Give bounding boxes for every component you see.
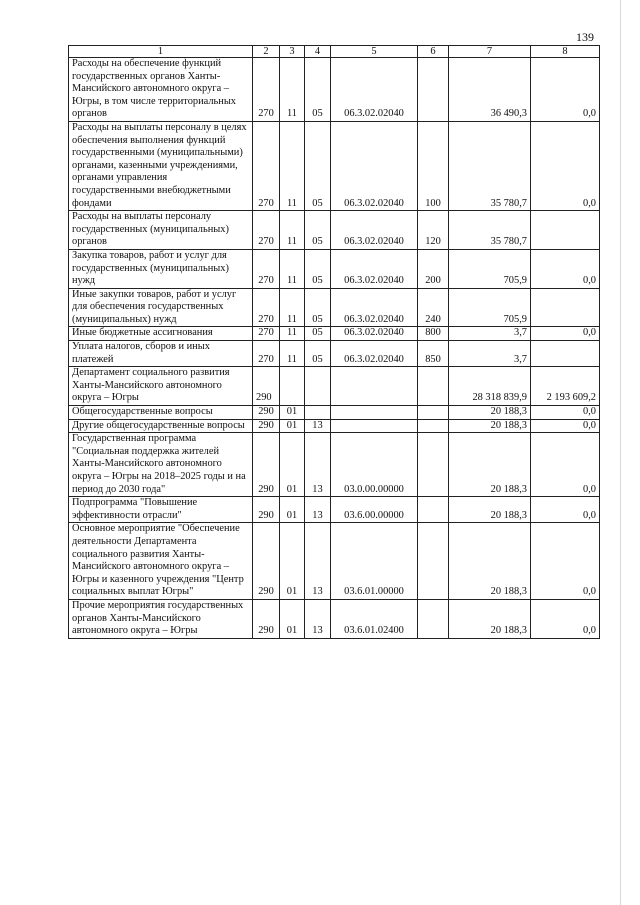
cell-subsection: 05 bbox=[305, 288, 331, 327]
row-name: Другие общегосударственные вопросы bbox=[69, 419, 253, 433]
column-header: 7 bbox=[449, 46, 531, 58]
cell-ministry: 290 bbox=[253, 367, 280, 406]
cell-subsection: 05 bbox=[305, 121, 331, 210]
cell-ministry: 270 bbox=[253, 211, 280, 250]
column-header: 6 bbox=[418, 46, 449, 58]
cell-ministry: 270 bbox=[253, 58, 280, 122]
cell-target-article bbox=[331, 419, 418, 433]
table-row bbox=[69, 58, 600, 122]
cell-expense-type: 240 bbox=[418, 288, 449, 327]
table-row bbox=[69, 497, 600, 523]
cell-section: 01 bbox=[280, 433, 305, 497]
cell-expense-type: 120 bbox=[418, 211, 449, 250]
cell-expense-type: 800 bbox=[418, 327, 449, 341]
row-name: Расходы на выплаты персоналу государственных (муниципальных) органов bbox=[69, 211, 253, 250]
cell-amount: 20 188,3 bbox=[449, 419, 531, 433]
cell-amount-subsidy bbox=[531, 211, 600, 250]
header-row bbox=[69, 46, 600, 58]
cell-subsection: 13 bbox=[305, 497, 331, 523]
cell-amount-subsidy: 0,0 bbox=[531, 523, 600, 600]
table-row bbox=[69, 433, 600, 497]
cell-amount: 705,9 bbox=[449, 288, 531, 327]
cell-ministry: 290 bbox=[253, 523, 280, 600]
cell-subsection: 13 bbox=[305, 433, 331, 497]
cell-amount: 705,9 bbox=[449, 249, 531, 288]
cell-ministry: 270 bbox=[253, 288, 280, 327]
table-row bbox=[69, 406, 600, 420]
cell-section: 11 bbox=[280, 249, 305, 288]
cell-target-article bbox=[331, 406, 418, 420]
cell-section: 01 bbox=[280, 497, 305, 523]
cell-subsection: 13 bbox=[305, 419, 331, 433]
cell-section: 01 bbox=[280, 419, 305, 433]
cell-target-article: 06.3.02.02040 bbox=[331, 341, 418, 367]
cell-expense-type bbox=[418, 58, 449, 122]
column-header: 5 bbox=[331, 46, 418, 58]
cell-amount-subsidy: 0,0 bbox=[531, 249, 600, 288]
cell-amount: 3,7 bbox=[449, 341, 531, 367]
cell-amount-subsidy: 0,0 bbox=[531, 497, 600, 523]
row-name: Иные бюджетные ассигнования bbox=[69, 327, 253, 341]
cell-amount: 20 188,3 bbox=[449, 599, 531, 638]
cell-ministry: 290 bbox=[253, 599, 280, 638]
cell-ministry: 290 bbox=[253, 406, 280, 420]
cell-section: 11 bbox=[280, 211, 305, 250]
cell-ministry: 270 bbox=[253, 341, 280, 367]
cell-ministry: 290 bbox=[253, 433, 280, 497]
table-row bbox=[69, 341, 600, 367]
cell-expense-type: 850 bbox=[418, 341, 449, 367]
cell-section: 01 bbox=[280, 523, 305, 600]
cell-subsection: 05 bbox=[305, 211, 331, 250]
cell-expense-type bbox=[418, 497, 449, 523]
cell-ministry: 290 bbox=[253, 497, 280, 523]
cell-section: 11 bbox=[280, 121, 305, 210]
cell-expense-type: 100 bbox=[418, 121, 449, 210]
row-name: Закупка товаров, работ и услуг для государственных (муниципальных) нужд bbox=[69, 249, 253, 288]
table-row bbox=[69, 367, 600, 406]
row-name: Иные закупки товаров, работ и услуг для обеспечения государственных (муниципальных) нужд bbox=[69, 288, 253, 327]
cell-target-article: 06.3.02.02040 bbox=[331, 58, 418, 122]
row-name: Расходы на выплаты персоналу в целях обеспечения выполнения функций государственными (муниципальными) органами, казенными учреждениями, органами управления государственными внебюджетными фондами bbox=[69, 121, 253, 210]
cell-ministry: 290 bbox=[253, 419, 280, 433]
cell-expense-type: 200 bbox=[418, 249, 449, 288]
table-row bbox=[69, 288, 600, 327]
cell-section: 11 bbox=[280, 288, 305, 327]
column-header: 3 bbox=[280, 46, 305, 58]
cell-amount: 20 188,3 bbox=[449, 523, 531, 600]
cell-section: 01 bbox=[280, 599, 305, 638]
table-row bbox=[69, 599, 600, 638]
cell-target-article: 06.3.02.02040 bbox=[331, 249, 418, 288]
cell-amount-subsidy bbox=[531, 288, 600, 327]
cell-amount: 28 318 839,9 bbox=[449, 367, 531, 406]
cell-target-article: 03.6.00.00000 bbox=[331, 497, 418, 523]
cell-amount: 20 188,3 bbox=[449, 433, 531, 497]
column-header: 2 bbox=[253, 46, 280, 58]
cell-expense-type bbox=[418, 419, 449, 433]
table-row bbox=[69, 121, 600, 210]
cell-target-article: 03.0.00.00000 bbox=[331, 433, 418, 497]
row-name: Расходы на обеспечение функций государственных органов Ханты-Мансийского автономного округа – Югры, в том числе территориальных органов bbox=[69, 58, 253, 122]
cell-amount-subsidy: 0,0 bbox=[531, 433, 600, 497]
cell-amount: 36 490,3 bbox=[449, 58, 531, 122]
cell-expense-type bbox=[418, 599, 449, 638]
cell-subsection: 05 bbox=[305, 58, 331, 122]
row-name: Государственная программа "Социальная поддержка жителей Ханты-Мансийского автономного округа – Югры на 2018–2025 годы и на период до 2030 года" bbox=[69, 433, 253, 497]
row-name: Прочие мероприятия государственных органов Ханты-Мансийского автономного округа – Югры bbox=[69, 599, 253, 638]
page-number: 139 bbox=[576, 30, 594, 44]
cell-subsection bbox=[305, 367, 331, 406]
table-row bbox=[69, 327, 600, 341]
cell-amount-subsidy: 0,0 bbox=[531, 327, 600, 341]
cell-target-article: 03.6.01.00000 bbox=[331, 523, 418, 600]
cell-amount-subsidy: 0,0 bbox=[531, 58, 600, 122]
row-name: Общегосударственные вопросы bbox=[69, 406, 253, 420]
cell-section: 11 bbox=[280, 58, 305, 122]
budget-table bbox=[68, 45, 600, 639]
cell-amount-subsidy: 0,0 bbox=[531, 406, 600, 420]
row-name: Уплата налогов, сборов и иных платежей bbox=[69, 341, 253, 367]
cell-amount: 20 188,3 bbox=[449, 406, 531, 420]
cell-section: 11 bbox=[280, 327, 305, 341]
cell-amount-subsidy: 2 193 609,2 bbox=[531, 367, 600, 406]
row-name: Подпрограмма "Повышение эффективности отрасли" bbox=[69, 497, 253, 523]
cell-ministry: 270 bbox=[253, 327, 280, 341]
cell-target-article: 06.3.02.02040 bbox=[331, 121, 418, 210]
column-header: 8 bbox=[531, 46, 600, 58]
scan-edge-line bbox=[620, 0, 621, 905]
cell-amount: 20 188,3 bbox=[449, 497, 531, 523]
cell-target-article bbox=[331, 367, 418, 406]
table-row bbox=[69, 419, 600, 433]
cell-expense-type bbox=[418, 433, 449, 497]
cell-amount-subsidy: 0,0 bbox=[531, 121, 600, 210]
column-header: 4 bbox=[305, 46, 331, 58]
cell-ministry: 270 bbox=[253, 249, 280, 288]
cell-subsection bbox=[305, 406, 331, 420]
table-row bbox=[69, 523, 600, 600]
cell-section: 01 bbox=[280, 406, 305, 420]
cell-amount: 3,7 bbox=[449, 327, 531, 341]
cell-subsection: 05 bbox=[305, 249, 331, 288]
row-name: Основное мероприятие "Обеспечение деятельности Департамента социального развития Ханты-Мансийского автономного округа – Югры и казенного учреждения "Центр социальных выплат Югры" bbox=[69, 523, 253, 600]
cell-amount-subsidy: 0,0 bbox=[531, 419, 600, 433]
cell-expense-type bbox=[418, 523, 449, 600]
table-row bbox=[69, 211, 600, 250]
cell-amount: 35 780,7 bbox=[449, 211, 531, 250]
cell-subsection: 13 bbox=[305, 599, 331, 638]
cell-target-article: 06.3.02.02040 bbox=[331, 211, 418, 250]
cell-expense-type bbox=[418, 367, 449, 406]
cell-subsection: 13 bbox=[305, 523, 331, 600]
cell-ministry: 270 bbox=[253, 121, 280, 210]
cell-amount-subsidy bbox=[531, 341, 600, 367]
table-row bbox=[69, 249, 600, 288]
cell-amount-subsidy: 0,0 bbox=[531, 599, 600, 638]
cell-target-article: 06.3.02.02040 bbox=[331, 327, 418, 341]
cell-expense-type bbox=[418, 406, 449, 420]
cell-amount: 35 780,7 bbox=[449, 121, 531, 210]
row-name: Департамент социального развития Ханты-Мансийского автономного округа – Югры bbox=[69, 367, 253, 406]
cell-target-article: 03.6.01.02400 bbox=[331, 599, 418, 638]
cell-subsection: 05 bbox=[305, 341, 331, 367]
cell-target-article: 06.3.02.02040 bbox=[331, 288, 418, 327]
cell-section bbox=[280, 367, 305, 406]
column-header: 1 bbox=[69, 46, 253, 58]
cell-section: 11 bbox=[280, 341, 305, 367]
cell-subsection: 05 bbox=[305, 327, 331, 341]
